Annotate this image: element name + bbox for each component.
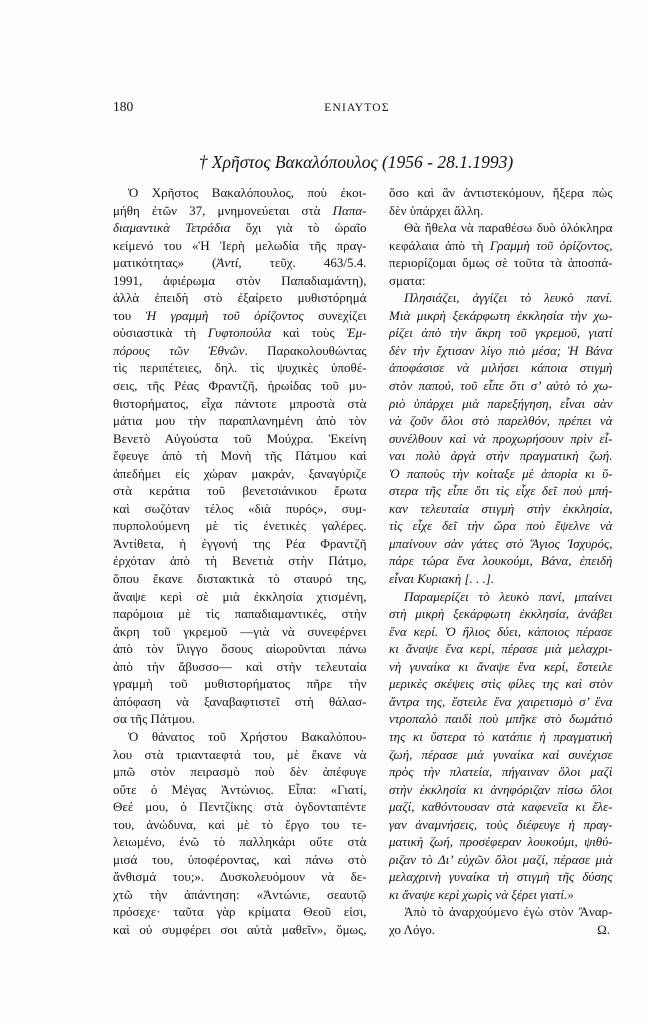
- text-line: ἀπόφαση νὰ ξαναβαφτιστεῖ στὴ θάλασ-: [113, 693, 367, 709]
- text-line: πρὸς τὴν πλατεία, πήγαιναν ὅλοι μαζὶ: [389, 764, 613, 780]
- text-line: ἀλλὰ ἐπειδὴ στὸ ἐξαίρετο μυθιστόρημά: [113, 290, 367, 306]
- text-line: ριὸ ὑπάρχει μιὰ παρεξήγηση, εἶναι σὰν: [389, 395, 613, 411]
- text-run: . Παρακολουθώντας: [244, 342, 367, 358]
- italic-text-run: διαμαντικὰ Τετράδια: [113, 220, 231, 236]
- text-line: σματα:: [389, 272, 426, 288]
- text-line: κι ἄναψε ἕνα κερί, πέρασε μιὰ μελαχρι-: [389, 641, 613, 657]
- text-line: χο Λόγο.: [389, 921, 435, 937]
- text-line: ἀπὸ τὸν ἴλιγγο ὅσους αἰωροῦνται πάνω: [113, 641, 367, 657]
- text-line: λου στὰ τριανταεφτά του, μὲ ἔκανε νὰ: [113, 746, 367, 762]
- text-line: νὴ γυναίκα κι ἄναψε ἕνα κερί, ἔστειλε: [389, 658, 613, 674]
- text-line: ἄντρα της, ἔστειλε ἕνα χαιρετισμὸ σ’ ἕνα: [389, 693, 613, 709]
- text-line: στὸν παπού, τοῦ εἶπε ὅτι σ’ αὐτὸ τὸ χω-: [389, 378, 613, 394]
- text-line: ἄκρη τοῦ γκρεμοῦ —γιὰ νὰ συνεφέρνει: [113, 623, 367, 639]
- text-line: τὶς εἶχε δεῖ τὴν ὥρα ποὺ ἔψελνε νὰ: [389, 518, 613, 534]
- text-line: μισά του, ὑποφέροντας, καὶ πάνω στὸ: [113, 851, 367, 867]
- text-line: 1991, ἀφιέρωμα στὸν Παπαδιαμάντη),: [113, 272, 367, 288]
- text-line: γαν ἀναμνήσεις, τοὺς διέφευγε ἡ πραγ-: [389, 816, 613, 832]
- text-line: ὅσο καὶ ἂν ἀντιστεκόμουν, ἤξερα πὼς: [389, 185, 613, 200]
- text-line: ζωή, πέρασε μιὰ γυναίκα καὶ συνέχισε: [389, 746, 613, 762]
- text-line: ἕνα κερί. Ὁ ἥλιος δύει, κάποιος πέρασε: [389, 623, 613, 639]
- text-line: ἀποφάσισε νὰ μιλήσει κάποια στιγμὴ: [389, 360, 613, 376]
- text-line: μπῶ στὸν πειρασμὸ ποὺ δὲν ἀπέφυγε: [113, 764, 367, 780]
- text-line: [113, 254, 367, 272]
- italic-text-run: Ἐμ-: [346, 325, 367, 341]
- text-line: της κι ὕστερα τὸ κατάπιε ἡ πραγματικὴ: [389, 728, 613, 744]
- paragraph: [389, 219, 613, 289]
- text-line: ἀπεδήμει εἰς χώραν μακράν, ξαναγύριζε: [113, 465, 367, 481]
- paragraph: [113, 184, 367, 728]
- author-signature: Ω.: [597, 921, 610, 937]
- text-run: κεφάλαια ἀπὸ τὴ: [389, 237, 490, 253]
- text-line: [113, 219, 367, 237]
- text-line: καὶ οὐ συμφέρει σοι αὐτὰ μαθεῖν», ὅμως,: [113, 921, 367, 937]
- text-run: του: [113, 307, 146, 323]
- text-line: [113, 202, 367, 220]
- text-line: στὴ μικρὴ ξεκάρφωτη ἐκκλησία, ἀνάβει: [389, 606, 613, 622]
- italic-text-run: Γυφτοπούλα: [207, 325, 272, 341]
- italic-text-run: Ἡ γραμμὴ τοῦ ὁρίζοντος: [145, 307, 304, 323]
- text-line: Ἀντίθετα, ἡ ἐγγονή της Ρέα Φραντζῆ: [113, 535, 367, 551]
- text-line: ἄνθισμά του;». Δυσκολευόμουν νὰ δε-: [113, 869, 367, 885]
- text-line: του, ἀνώδυνα, καὶ μὲ τὸ ἔργο του τε-: [113, 816, 367, 832]
- text-line: ματικὴ ζωή, προσέφεραν λουκούμι, ψιθύ-: [389, 834, 613, 850]
- text-line: στὴν ἐκκλησία κι ἀνηφόριζαν πίσω ὅλοι: [389, 781, 613, 797]
- text-line: τὶς περιπέτειες, δηλ. τὶς ψυχικὲς ὑποθέ-: [113, 360, 367, 376]
- text-line: μπαίνουν σὰν γάτες στὸ Ἅγιος Ἰσχυρός,: [389, 535, 613, 551]
- text-run: καὶ τοὺς: [271, 325, 347, 341]
- paragraph: [389, 903, 613, 938]
- text-line: θιστορήματος, εἶχα πάντοτε μπροστὰ στὰ: [113, 395, 367, 411]
- text-line: πρόσεχε· ταῦτα γὰρ κρίματα Θεοῦ εἰσι,: [113, 904, 367, 920]
- text-line: ντροπαλὸ παιδὶ ποὺ μπῆκε στὸ δωμάτιό: [389, 711, 613, 727]
- text-line: δὲν ὑπάρχει ἄλλη.: [389, 202, 484, 218]
- text-line: ναι πολὺ ἀργὰ στὴν πραγματικὴ ζωή.: [389, 448, 613, 464]
- text-line: κείμενό του «Ἡ Ἱερὴ μελωδία τῆς πραγ-: [113, 237, 367, 253]
- text-run: , τεῦχ. 463/5.4.: [238, 255, 367, 271]
- text-line: οὔτε ὁ Μέγας Ἀντώνιος. Εἶπα: «Γιατί,: [113, 781, 367, 797]
- text-line: Ὁ Χρῆστος Βακαλόπουλος, ποὺ ἐκοι-: [128, 185, 367, 200]
- right-column: [389, 184, 613, 939]
- text-line: ὅπου ἔκανε διστακτικὰ τὸ σταυρό της,: [113, 571, 367, 587]
- running-title: ΕΝΙΑΥΤΟΣ: [324, 102, 390, 114]
- text-line: [113, 324, 367, 342]
- paragraph: [113, 728, 367, 939]
- text-line: μερικὲς σκέψεις στὶς φίλες της καὶ στὸν: [389, 676, 613, 692]
- text-line: Μιὰ μικρὴ ξεκάρφωτη ἐκκλησία τὴν χω-: [389, 307, 613, 323]
- page-number: 180: [113, 99, 134, 114]
- text-line: Ὁ θάνατος τοῦ Χρήστου Βακαλόπου-: [128, 728, 367, 744]
- text-line: Θὰ ἤθελα νὰ παραθέσω δυὸ ὁλόκληρα: [404, 220, 613, 236]
- text-line: ρίζει ἀπὸ τὴν ἄκρη τοῦ γκρεμοῦ, γιατί: [389, 325, 613, 341]
- text-line: στερα τῆς εἶπε ὅτι τὶς εἶχε δεῖ ποὺ μπή-: [389, 483, 613, 499]
- quoted-excerpt: [389, 289, 613, 587]
- text-run: ματικότητας» (: [113, 255, 217, 271]
- text-line: καὶ σωζόταν τέλος «διὰ πυρός», συμ-: [113, 500, 367, 516]
- text-run: ὄχι γιὰ τὸ ὡραῖο: [230, 220, 367, 236]
- text-line: κι ἄναψε κερὶ χωρὶς νὰ ξέρει γιατί.»: [389, 886, 574, 902]
- left-column: [113, 184, 367, 939]
- italic-text-run: πόρους τῶν Ἐθνῶν: [113, 342, 245, 358]
- text-run: συνεχίζει: [303, 307, 367, 323]
- text-line: μάτια μου τὴν παραπλανημένη ἀπὸ τὸν: [113, 413, 367, 429]
- text-line: σεις, τῆς Ρέας Φραντζῆ, ἡρωίδας τοῦ μυ-: [113, 378, 367, 394]
- text-run: ,: [609, 237, 613, 253]
- text-line: Ὁ παποὺς τὴν κοίταξε μὲ ἀπορία κι ὕ-: [389, 465, 613, 481]
- text-line: σα τῆς Πάτμου.: [113, 711, 196, 727]
- paragraph: [389, 184, 613, 219]
- text-line: στὰ κεράτια τοῦ βενετσιάνικου ἔρωτα: [113, 483, 367, 499]
- text-line: ριζαν τὸ Δι’ εὐχῶν ὅλοι μαζί, πέρασε μιὰ: [389, 851, 613, 867]
- text-line: [113, 307, 367, 325]
- text-line: μελαχρινὴ γυναίκα τὴ στιγμὴ τῆς δύσης: [389, 869, 613, 885]
- italic-text-run: Γραμμὴ τοῦ ὁρίζοντος: [489, 237, 610, 253]
- text-line: ἄναψε κερὶ σὲ μιὰ ἐκκλησία χτισμένη,: [113, 588, 367, 604]
- text-line: Θεέ μου, ὁ Πεντζίκης στὰ ὀγδονταπέντε: [113, 799, 367, 815]
- text-line: γραμμὴ τοῦ μυθιστορήματος πῆρε τὴν: [113, 676, 367, 692]
- text-line: δὲν τὴν ἔχτισαν λίγο πιὸ μέσα; Ἡ Βάνα: [389, 342, 613, 358]
- text-line: [113, 342, 367, 360]
- text-line: περιορίζομαι ὅμως σὲ τοῦτα τὰ ἀποσπά-: [389, 255, 613, 271]
- text-line: καν τελευταία στιγμὴ στὴν ἐκκλησία,: [389, 500, 613, 516]
- text-line: Ἀπὸ τὸ ἀναρχούμενο ἐγὼ στὸν Ἄναρ-: [404, 904, 613, 920]
- text-line: νὰ ζοῦν ὅλοι στὸ παρελθόν, πρέπει νὰ: [389, 413, 613, 429]
- text-line: μαζί, καθόντουσαν στὰ καφενεῖα κι ἔλε-: [389, 799, 613, 815]
- text-line: πυρπολούμενη μὲ τὶς ἐνετικὲς γαλέρες.: [113, 518, 367, 534]
- text-line: χτῶ τὴν ἀπάντηση: «Ἀντώνιε, σεαυτῷ: [113, 886, 367, 902]
- text-line: Πλησιάζει, ἀγγίζει τὸ λευκὸ πανί.: [404, 290, 613, 306]
- article-title: † Χρῆστος Βακαλόπουλος (1956 - 28.1.1993): [198, 152, 514, 172]
- text-line: εἶναι Κυριακὴ [. . .].: [389, 571, 495, 587]
- italic-text-run: Παπα-: [332, 202, 367, 218]
- text-run: οὐσιαστικὰ τὴ: [113, 325, 208, 341]
- text-line: ἐρχόταν ἀπὸ τὴ Βενετιὰ στὴν Πάτμο,: [113, 553, 367, 569]
- text-line: λειωμένο, ἐνῶ τὸ παλληκάρι οὔτε στὰ: [113, 834, 367, 850]
- text-line: Παραμερίζει τὸ λευκὸ πανί, μπαίνει: [404, 588, 613, 604]
- text-line: συνέλθουν καὶ νὰ προχωρήσουν πρὶν εἶ-: [389, 430, 613, 446]
- text-line: πάρε τώρα ἕνα λουκούμι, Βάνα, ἐπειδὴ: [389, 553, 613, 569]
- text-line: παρόμοια μὲ τὶς παπαδιαμαντικές, στὴν: [113, 606, 367, 622]
- text-line: Βενετὸ Αὐγούστα τοῦ Μούχρα. Ἐκείνη: [113, 430, 367, 446]
- text-line: [389, 237, 613, 255]
- text-line: ἔφευγε ἀπὸ τὴ Μονὴ τῆς Πάτμου καὶ: [113, 448, 367, 464]
- text-run: μήθη ἐτῶν 37, μνημονεύεται στὰ: [113, 202, 333, 218]
- text-line: ἀπὸ τὴν ἄβυσσο— καὶ στὴν τελευταία: [113, 658, 367, 674]
- quoted-excerpt: [389, 588, 613, 904]
- italic-text-run: Ἀντί: [216, 255, 239, 271]
